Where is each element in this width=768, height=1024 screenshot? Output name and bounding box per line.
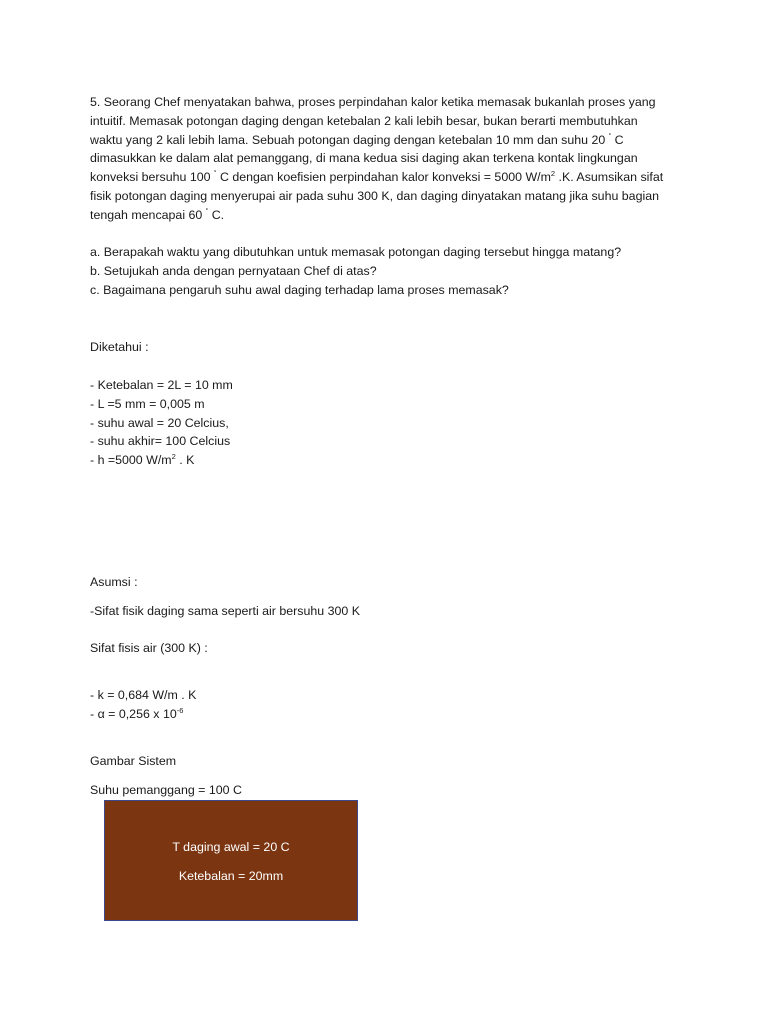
list-item: - h =5000 $W/m^2$ . K [90, 452, 195, 468]
meat-thickness-label: Ketebalan = 20mm [178, 869, 284, 883]
question-list [90, 243, 680, 299]
problem-line: fisik potongan daging menyerupai air pada suhu 300 K, dan daging dinyatakan matang jika suhu bagian [90, 188, 660, 203]
list-item: - α = 0,256 x $10^{-6}$ [90, 705, 184, 721]
degree-symbol: ˚ [214, 169, 217, 179]
known-heading: Diketahui : [90, 340, 149, 354]
assumption-heading: Asumsi : [90, 575, 138, 589]
list-item: - k = 0,684 W/m . K [90, 688, 197, 702]
degree-symbol: ˚ [608, 131, 612, 141]
problem-line: konveksi bersuhu 100 ˚ C dengan koefisien perpindahan kalor konveksi = 5000 $W/m^2$ .K. Asumsikan sifat [90, 169, 664, 185]
question-b: b. Setujukah anda dengan pernyataan Chef di atas? [90, 263, 377, 278]
list-item: - Ketebalan = 2L = 10 mm [90, 378, 233, 392]
known-list [90, 376, 680, 470]
problem-line: tengah mencapai 60 ˚ C. [90, 206, 225, 222]
list-item: - suhu akhir= 100 Celcius [90, 434, 231, 449]
figure-heading: Gambar Sistem [90, 754, 177, 768]
list-item: - suhu awal = 20 Celcius, [90, 415, 229, 430]
grill-temperature: Suhu pemanggang = 100 C [90, 783, 242, 797]
meat-initial-temp-label: T daging awal = 20 C [172, 840, 290, 854]
question-a: a. Berapakah waktu yang dibutuhkan untuk memasak potongan daging tersebut hingga matang? [90, 245, 622, 259]
problem-line: waktu yang 2 kali lebih lama. Sebuah potongan daging dengan ketebalan 10 mm dan suhu 20 ˚ C [90, 131, 624, 147]
assumption-item: -Sifat fisik daging sama seperti air bersuhu 300 K [90, 604, 360, 618]
degree-symbol: ˚ [205, 206, 209, 216]
problem-line: dimasukkan ke dalam alat pemanggang, di mana kedua sisi daging akan terkena kontak lingkungan [90, 151, 638, 166]
problem-line: 5. Seorang Chef menyatakan bahwa, proses perpindahan kalor ketika memasak bukanlah proses yang [90, 95, 656, 109]
problem-line: intuitif. Memasak potongan daging dengan ketebalan 2 kali lebih besar, bukan berarti membutuhkan [90, 113, 638, 128]
question-c: c. Bagaimana pengaruh suhu awal daging terhadap lama proses memasak? [90, 282, 509, 297]
properties-heading: Sifat fisis air (300 K) : [90, 641, 208, 655]
meat-slab-diagram [104, 800, 358, 921]
problem-statement [90, 93, 680, 225]
list-item: - L =5 mm = 0,005 m [90, 396, 205, 411]
properties-list [90, 686, 680, 724]
